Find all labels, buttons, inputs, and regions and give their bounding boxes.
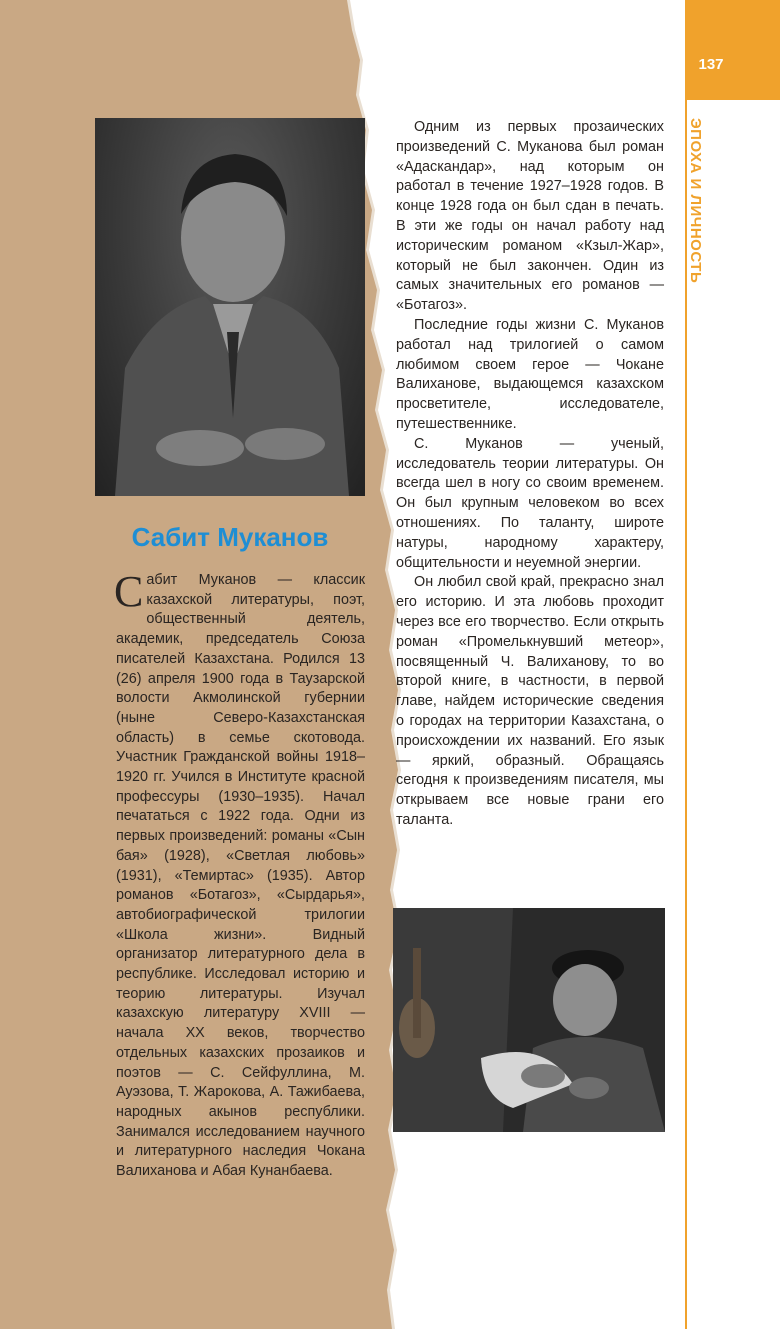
page-number: 137 bbox=[698, 56, 724, 73]
article-text bbox=[396, 118, 664, 831]
drop-cap: С bbox=[114, 567, 144, 616]
portrait-title: Сабит Муканов bbox=[131, 522, 329, 552]
writer-at-desk-photo bbox=[393, 908, 665, 1132]
side-accent-line bbox=[685, 100, 687, 1329]
section-label: ЭПОХА И ЛИЧНОСТЬ bbox=[687, 118, 704, 284]
article-paragraph: Одним из первых прозаических произведений С. Муканова был роман «Адаскандар», над которым он работал в течение 1927–1928 годов. В конце 1928 года он был сдан в печать. В эти же годы он начал работу над историческим романом «Кзыл-Жар», который не был закончен. Один из самых значительных его романов — «Ботагоз». bbox=[396, 119, 664, 314]
article-paragraph: С. Муканов — ученый, исследователь теории литературы. Он всегда шел в ногу со своим временем. Он был крупным человеком во всех отношениях. По таланту, широте натуры, народному характеру, общительности и неуемной энергии. bbox=[396, 435, 664, 571]
article-paragraph: Последние годы жизни С. Муканов работал над трилогией о самом любимом своем герое — Чокане Валиханове, выдающемся казахском просветителе, исследователе, путешественнике. bbox=[396, 316, 664, 432]
writer-silhouette-icon bbox=[393, 908, 665, 1132]
bio-text-block bbox=[114, 567, 365, 1182]
portrait-photo bbox=[95, 118, 365, 496]
article-paragraph: Он любил свой край, прекрасно знал его историю. И эта любовь проходит через все его творчество. Если открыть роман «Промелькнувший метеор», посвященный Ч. Валиханову, то во второй книге, в частности, в первой главе, найдем исторические сведения о городах на территории Казахстана, о происхождении их названий. Его язык — яркий, образный. Обращаясь сегодня к произведениям писателя, мы открываем все новые грани его таланта. bbox=[396, 574, 664, 828]
portrait-silhouette-icon bbox=[95, 118, 365, 496]
bio-text: абит Муканов — классик казахской литературы, поэт, общественный деятель, академик, председатель Союза писателей Казахстана. Родился 13 (26) апреля 1900 года в Таузарской волости Акмолинской губернии (ныне Северо-Казахстанская область) в семье скотовода. Участник Гражданской войны 1918–1920 гг. Учился в Институте красной профессуры (1930–1935). Начал печататься с 1922 года. Одни из первых произведений: романы «Сын бая» (1928), «Светлая любовь» (1931), «Темиртас» (1935). Автор романов «Ботагоз», «Сырдарья», автобиографической трилогии «Школа жизни». Видный организатор литературного дела в республике. Исследовал историю и теорию литературы. Изучал казахскую литературу XVIII — начала XX веков, творчество отдельных казахских прозаиков и поэтов — С. Сейфуллина, М. Ауэзова, Т. Жарокова, А. Тажибаева, народных акынов республики. Занимался исследованием научного и литературного наследия Чокана Валиханова и Абая Кунанбаева. bbox=[116, 572, 365, 1180]
page-number-tab bbox=[685, 0, 780, 100]
